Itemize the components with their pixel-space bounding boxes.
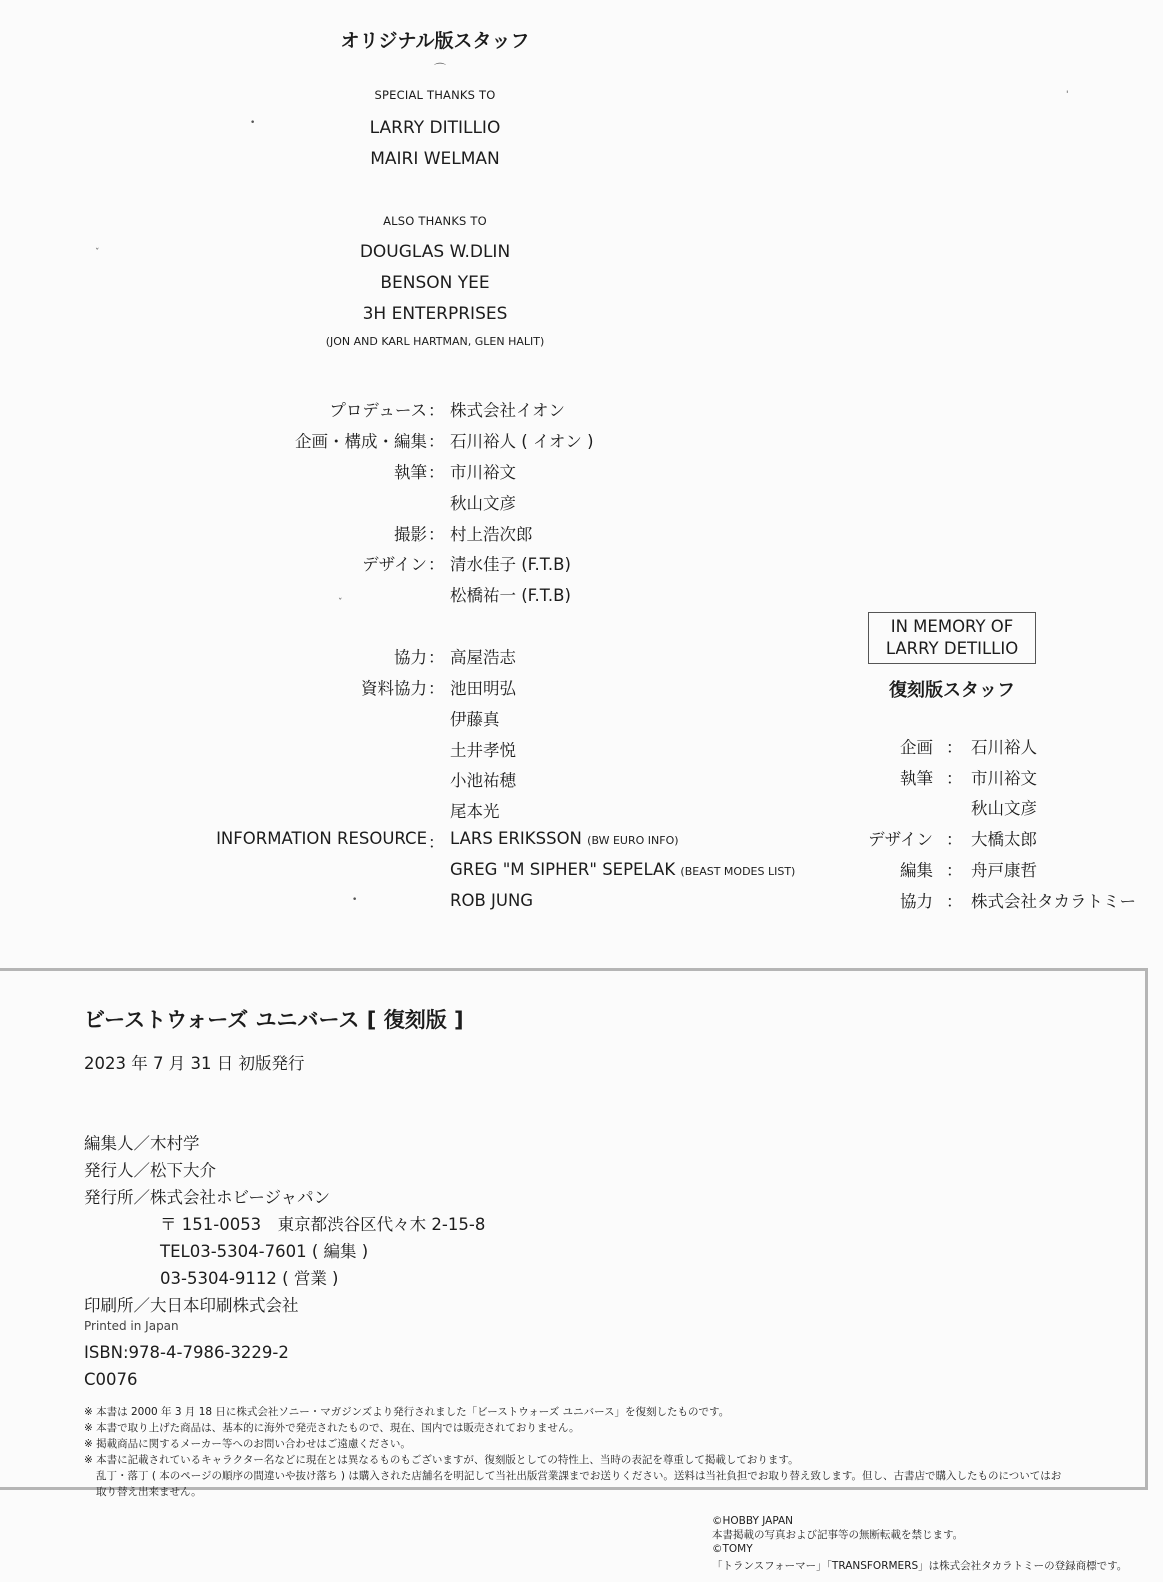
copyright-line: ©TOMY (712, 1543, 753, 1555)
credit-value: 秋山文彦 (450, 494, 516, 513)
note-line: ※ 本書で取り上げた商品は、基本的に海外で発売されたもので、現在、国内では販売されておりません。 (84, 1422, 580, 1434)
resource-name: GREG "M SIPHER" SEPELAK (450, 860, 676, 879)
credit-value: 株式会社イオン (450, 401, 566, 420)
reprint-colon: ： (946, 769, 963, 788)
original-staff-title: オリジナル版スタッフ (340, 30, 530, 52)
book-title: ビーストウォーズ ユニバース [ 復刻版 ] (84, 1008, 464, 1032)
copyright-line: 「トランスフォーマー」「TRANSFORMERS」は株式会社タカラトミーの登録商標です。 (712, 1560, 1128, 1572)
credit-colon: ： (428, 555, 445, 574)
credit-value: 高屋浩志 (450, 648, 516, 667)
reprint-value: 大橋太郎 (971, 830, 1037, 849)
credit-value: ROB JUNG (450, 891, 534, 910)
credit-role: 資料協力 (361, 679, 427, 698)
memory-box (868, 612, 1036, 664)
credit-value: 市川裕文 (450, 463, 516, 482)
editor-line: 編集人／木村学 (84, 1134, 200, 1153)
reprint-colon: ： (946, 738, 963, 757)
credit-value: 村上浩次郎 (450, 525, 533, 544)
credit-role: 企画・構成・編集 (295, 432, 427, 451)
scan-speck: • (250, 118, 256, 128)
credit-value: 尾本光 (450, 802, 500, 821)
note-line: ※ 掲載商品に関するメーカー等へのお問い合わせはご遠慮ください。 (84, 1438, 411, 1450)
reprint-role: 執筆 (900, 769, 933, 788)
reprint-staff-title: 復刻版スタッフ (889, 680, 1015, 701)
credit-role: 執筆 (394, 463, 427, 482)
tel-line: TEL03-5304-7601 ( 編集 ) (160, 1242, 369, 1261)
printer-line: 印刷所／大日本印刷株式会社 (84, 1296, 299, 1315)
credit-value: 伊藤真 (450, 710, 500, 729)
publication-date: 2023 年 7 月 31 日 初版発行 (84, 1054, 305, 1073)
special-thanks-label: SPECIAL THANKS TO (374, 88, 496, 102)
also-thanks-name: BENSON YEE (380, 273, 490, 293)
note-line: 取り替え出来ません。 (96, 1486, 202, 1498)
reprint-value: 舟戸康哲 (971, 861, 1037, 880)
product-code: C0076 (84, 1370, 138, 1389)
credit-role: 撮影 (394, 525, 427, 544)
reprint-colon: ： (946, 861, 963, 880)
special-thanks-name: LARRY DITILLIO (369, 118, 501, 138)
decorative-mark-icon: ⌒ (434, 62, 447, 76)
scan-speck: ' (1066, 90, 1069, 100)
credit-colon: ： (428, 525, 445, 544)
reprint-role: 企画 (900, 738, 933, 757)
scan-speck: • (352, 895, 358, 905)
resource-name: LARS ERIKSSON (450, 829, 582, 848)
reprint-colon: ： (946, 830, 963, 849)
reprint-role: デザイン (868, 830, 933, 849)
reprint-role: 協力 (900, 892, 933, 911)
credit-value (450, 829, 679, 848)
reprint-value: 市川裕文 (971, 769, 1037, 788)
credit-value: 清水佳子 (F.T.B) (450, 555, 571, 574)
reprint-value: 石川裕人 (971, 738, 1037, 757)
credit-role: プロデュース (329, 401, 427, 420)
resource-note: (BEAST MODES LIST) (680, 865, 796, 878)
reprint-colon: ： (946, 892, 963, 911)
reprint-role: 編集 (900, 861, 933, 880)
scan-speck: ˇ (338, 598, 343, 608)
credit-role: 協力 (394, 648, 427, 667)
memory-line: LARRY DETILLIO (885, 639, 1019, 658)
credit-value (450, 860, 795, 879)
credit-colon: ： (428, 648, 445, 667)
credit-value: 土井孝悦 (450, 741, 516, 760)
address-line: 〒 151-0053 東京都渋谷区代々木 2-15-8 (160, 1215, 486, 1234)
credit-colon: ： (428, 401, 445, 420)
credit-role: デザイン (362, 555, 427, 574)
credit-colon: ： (428, 463, 445, 482)
isbn: ISBN:978-4-7986-3229-2 (84, 1343, 289, 1362)
memory-line: IN MEMORY OF (890, 617, 1014, 636)
note-line: ※ 本書は 2000 年 3 月 18 日に株式会社ソニー・マガジンズより発行されました「ビーストウォーズ ユニバース」を復刻したものです。 (84, 1406, 730, 1418)
copyright-line: ©HOBBY JAPAN (712, 1515, 794, 1527)
special-thanks-name: MAIRI WELMAN (370, 149, 500, 169)
printed-in-japan: Printed in Japan (84, 1319, 179, 1333)
tel-line: 03-5304-9112 ( 営業 ) (160, 1269, 339, 1288)
credit-colon: ： (428, 432, 445, 451)
credit-role: INFORMATION RESOURCE (216, 829, 427, 848)
also-thanks-name: 3H ENTERPRISES (362, 304, 508, 324)
also-thanks-label: ALSO THANKS TO (383, 214, 487, 228)
reprint-value: 株式会社タカラトミー (971, 892, 1136, 911)
scan-speck: ˇ (95, 248, 100, 258)
note-line: 乱丁・落丁 ( 本のページの順序の間違いや抜け落ち ) は購入された店舗名を明記して当社出版営業課までお送りください。送料は当社負担でお取り替え致します。但し、古書店で購入したものについてはお (96, 1470, 1062, 1482)
credit-value: 池田明弘 (450, 679, 516, 698)
note-line: ※ 本書に記載されているキャラクター名などに現在とは異なるものもございますが、復刻版としての特性上、当時の表記を尊重して掲載しております。 (84, 1454, 799, 1466)
credit-value: 小池祐穂 (450, 771, 516, 790)
publisher-line: 発行人／松下大介 (84, 1161, 216, 1180)
credit-value: 石川裕人 ( イオン ) (450, 432, 594, 451)
publishing-house-line: 発行所／株式会社ホビージャパン (84, 1188, 331, 1207)
resource-note: (BW EURO INFO) (587, 834, 679, 847)
credit-colon: ： (428, 833, 445, 852)
also-thanks-note: (JON AND KARL HARTMAN, GLEN HALIT) (325, 335, 545, 348)
credit-colon: ： (428, 679, 445, 698)
reprint-value: 秋山文彦 (971, 799, 1037, 818)
also-thanks-name: DOUGLAS W.DLIN (359, 242, 511, 262)
credit-value: 松橋祐一 (F.T.B) (450, 586, 571, 605)
copyright-line: 本書掲載の写真および記事等の無断転載を禁じます。 (712, 1529, 964, 1541)
